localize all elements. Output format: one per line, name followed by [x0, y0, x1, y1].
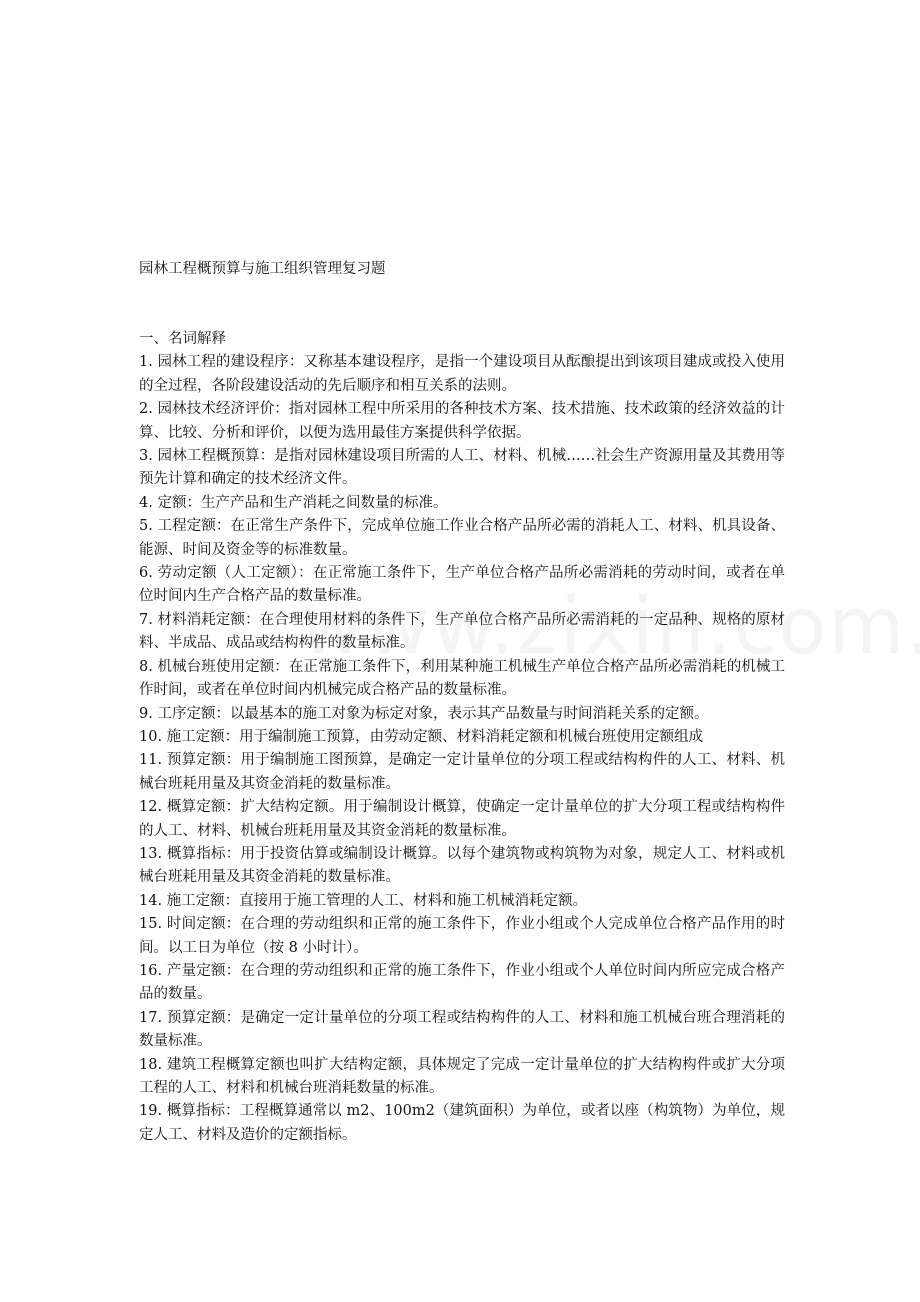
term-item-12: 12. 概算定额：扩大结构定额。用于编制设计概算，使确定一定计量单位的扩大分项工程或结构构件的人工、材料、机械台班耗用量及其资金消耗的数量标准。 — [139, 799, 785, 839]
term-item-14: 14. 施工定额：直接用于施工管理的人工、材料和施工机械消耗定额。 — [139, 892, 588, 909]
term-item-10: 10. 施工定额：用于编制施工预算，由劳动定额、材料消耗定额和机械台班使用定额组成 — [139, 728, 704, 745]
term-item-15: 15. 时间定额：在合理的劳动组织和正常的施工条件下，作业小组或个人完成单位合格产品作用的时间。以工日为单位（按 8 小时计）。 — [139, 916, 785, 956]
document-body — [139, 328, 785, 1147]
term-item-7: 7. 材料消耗定额：在合理使用材料的条件下，生产单位合格产品所必需消耗的一定品种、规格的原材料、半成品、成品或结构构件的数量标准。 — [139, 611, 785, 652]
term-item-5: 5. 工程定额：在正常生产条件下，完成单位施工作业合格产品所必需的消耗人工、材料、机具设备、能源、时间及资金等的标准数量。 — [139, 518, 785, 558]
term-item-8: 8. 机械台班使用定额：在正常施工条件下，利用某种施工机械生产单位合格产品所必需消耗的机械工作时间，或者在单位时间内机械完成合格产品的数量标准。 — [139, 658, 785, 699]
term-item-13: 13. 概算指标：用于投资估算或编制设计概算。以每个建筑物或构筑物为对象，规定人工、材料或机械台班耗用量及其资金消耗的数量标准。 — [139, 845, 785, 886]
term-item-2: 2. 园林技术经济评价：指对园林工程中所采用的各种技术方案、技术措施、技术政策的经济效益的计算、比较、分析和评价，以便为选用最佳方案提供科学依据。 — [139, 401, 785, 441]
term-item-1: 1. 园林工程的建设程序：又称基本建设程序，是指一个建设项目从酝酿提出到该项目建成或投入使用的全过程，各阶段建设活动的先后顺序和相互关系的法则。 — [139, 354, 785, 394]
term-item-19: 19. 概算指标：工程概算通常以 m2、100m2（建筑面积）为单位，或者以座（构筑物）为单位，规定人工、材料及造价的定额指标。 — [139, 1103, 785, 1143]
term-item-3: 3. 园林工程概预算：是指对园林建设项目所需的人工、材料、机械……社会生产资源用量及其费用等预先计算和确定的技术经济文件。 — [139, 448, 785, 488]
term-item-9: 9. 工序定额：以最基本的施工对象为标定对象，表示其产品数量与时间消耗关系的定额。 — [139, 705, 709, 722]
term-item-18: 18. 建筑工程概算定额也叫扩大结构定额，具体规定了完成一定计量单位的扩大结构构件或扩大分项工程的人工、材料和机械台班消耗数量的标准。 — [139, 1056, 785, 1096]
section-heading: 一、名词解释 — [139, 331, 226, 347]
document-title: 园林工程概预算与施工组织管理复习题 — [139, 261, 386, 277]
term-item-16: 16. 产量定额：在合理的劳动组织和正常的施工条件下，作业小组或个人单位时间内所应完成合格产品的数量。 — [139, 962, 785, 1003]
term-item-11: 11. 预算定额：用于编制施工图预算，是确定一定计量单位的分项工程或结构构件的人工、材料、机械台班耗用量及其资金消耗的数量标准。 — [139, 752, 785, 792]
term-item-4: 4. 定额：生产产品和生产消耗之间数量的标准。 — [139, 494, 448, 511]
term-item-6: 6. 劳动定额（人工定额）：在正常施工条件下，生产单位合格产品所必需消耗的劳动时间，或者在单位时间内生产合格产品的数量标准。 — [139, 565, 785, 605]
term-item-17: 17. 预算定额：是确定一定计量单位的分项工程或结构构件的人工、材料和施工机械台班合理消耗的数量标准。 — [139, 1009, 785, 1050]
